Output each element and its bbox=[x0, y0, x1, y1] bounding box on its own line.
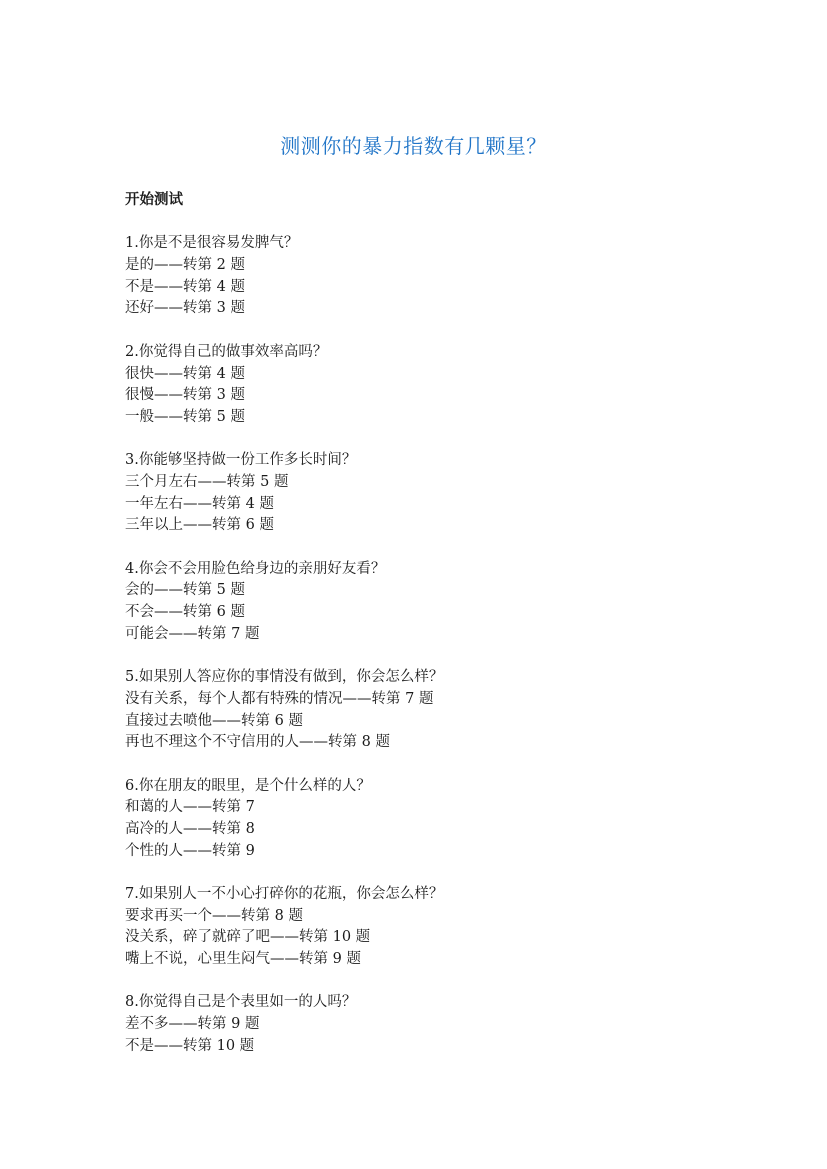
question-block-2 bbox=[125, 342, 745, 429]
option-text: 差不多——转第 9 题 bbox=[125, 1016, 260, 1033]
question-block-4 bbox=[125, 559, 745, 646]
option-text: 再也不理这个不守信用的人——转第 8 题 bbox=[125, 734, 390, 751]
question-block-6 bbox=[125, 776, 745, 863]
question-block-8 bbox=[125, 992, 745, 1057]
option-text: 不会——转第 6 题 bbox=[125, 604, 245, 621]
option-text: 是的——转第 2 题 bbox=[125, 257, 245, 274]
option-text: 一般——转第 5 题 bbox=[125, 408, 245, 425]
question-block-7 bbox=[125, 884, 745, 971]
question-text: 6.你在朋友的眼里，是个什么样的人？ bbox=[125, 777, 371, 794]
option-text: 很快——转第 4 题 bbox=[125, 365, 245, 382]
question-block-3 bbox=[125, 450, 745, 537]
option-text: 要求再买一个——转第 8 题 bbox=[125, 907, 303, 924]
question-text: 7.如果别人一不小心打碎你的花瓶，你会怎么样？ bbox=[125, 886, 444, 902]
question-block-1 bbox=[125, 233, 745, 320]
document-title: 测测你的暴力指数有几颗星？ bbox=[280, 134, 547, 158]
option-text: 三年以上——转第 6 题 bbox=[125, 517, 274, 534]
question-text: 2.你觉得自己的做事效率高吗？ bbox=[125, 343, 328, 360]
question-block-5 bbox=[125, 667, 745, 754]
option-text: 会的——转第 5 题 bbox=[125, 582, 245, 599]
option-text: 嘴上不说，心里生闷气——转第 9 题 bbox=[125, 951, 361, 968]
intro-heading: 开始测试 bbox=[125, 192, 183, 208]
option-text: 和蔼的人——转第 7 bbox=[125, 799, 255, 816]
option-text: 三个月左右——转第 5 题 bbox=[125, 473, 289, 490]
option-text: 没关系，碎了就碎了吧——转第 10 题 bbox=[125, 929, 371, 946]
option-text: 很慢——转第 3 题 bbox=[125, 387, 245, 404]
question-text: 3.你能够坚持做一份工作多长时间？ bbox=[125, 452, 357, 469]
option-text: 可能会——转第 7 题 bbox=[125, 625, 260, 642]
option-text: 还好——转第 3 题 bbox=[125, 300, 245, 317]
question-text: 5.如果别人答应你的事情没有做到，你会怎么样？ bbox=[125, 669, 444, 686]
document-body bbox=[125, 190, 745, 1079]
question-text: 4.你会不会用脸色给身边的亲朋好友看？ bbox=[125, 560, 386, 577]
question-text: 8.你觉得自己是个表里如一的人吗？ bbox=[125, 994, 357, 1011]
option-text: 没有关系，每个人都有特殊的情况——转第 7 题 bbox=[125, 690, 434, 707]
option-text: 一年左右——转第 4 题 bbox=[125, 495, 274, 512]
option-text: 不是——转第 10 题 bbox=[125, 1037, 255, 1054]
option-text: 不是——转第 4 题 bbox=[125, 278, 245, 295]
option-text: 高冷的人——转第 8 bbox=[125, 820, 255, 837]
question-text: 1.你是不是很容易发脾气？ bbox=[125, 235, 299, 252]
option-text: 直接过去喷他——转第 6 题 bbox=[125, 712, 303, 729]
option-text: 个性的人——转第 9 bbox=[125, 842, 255, 859]
